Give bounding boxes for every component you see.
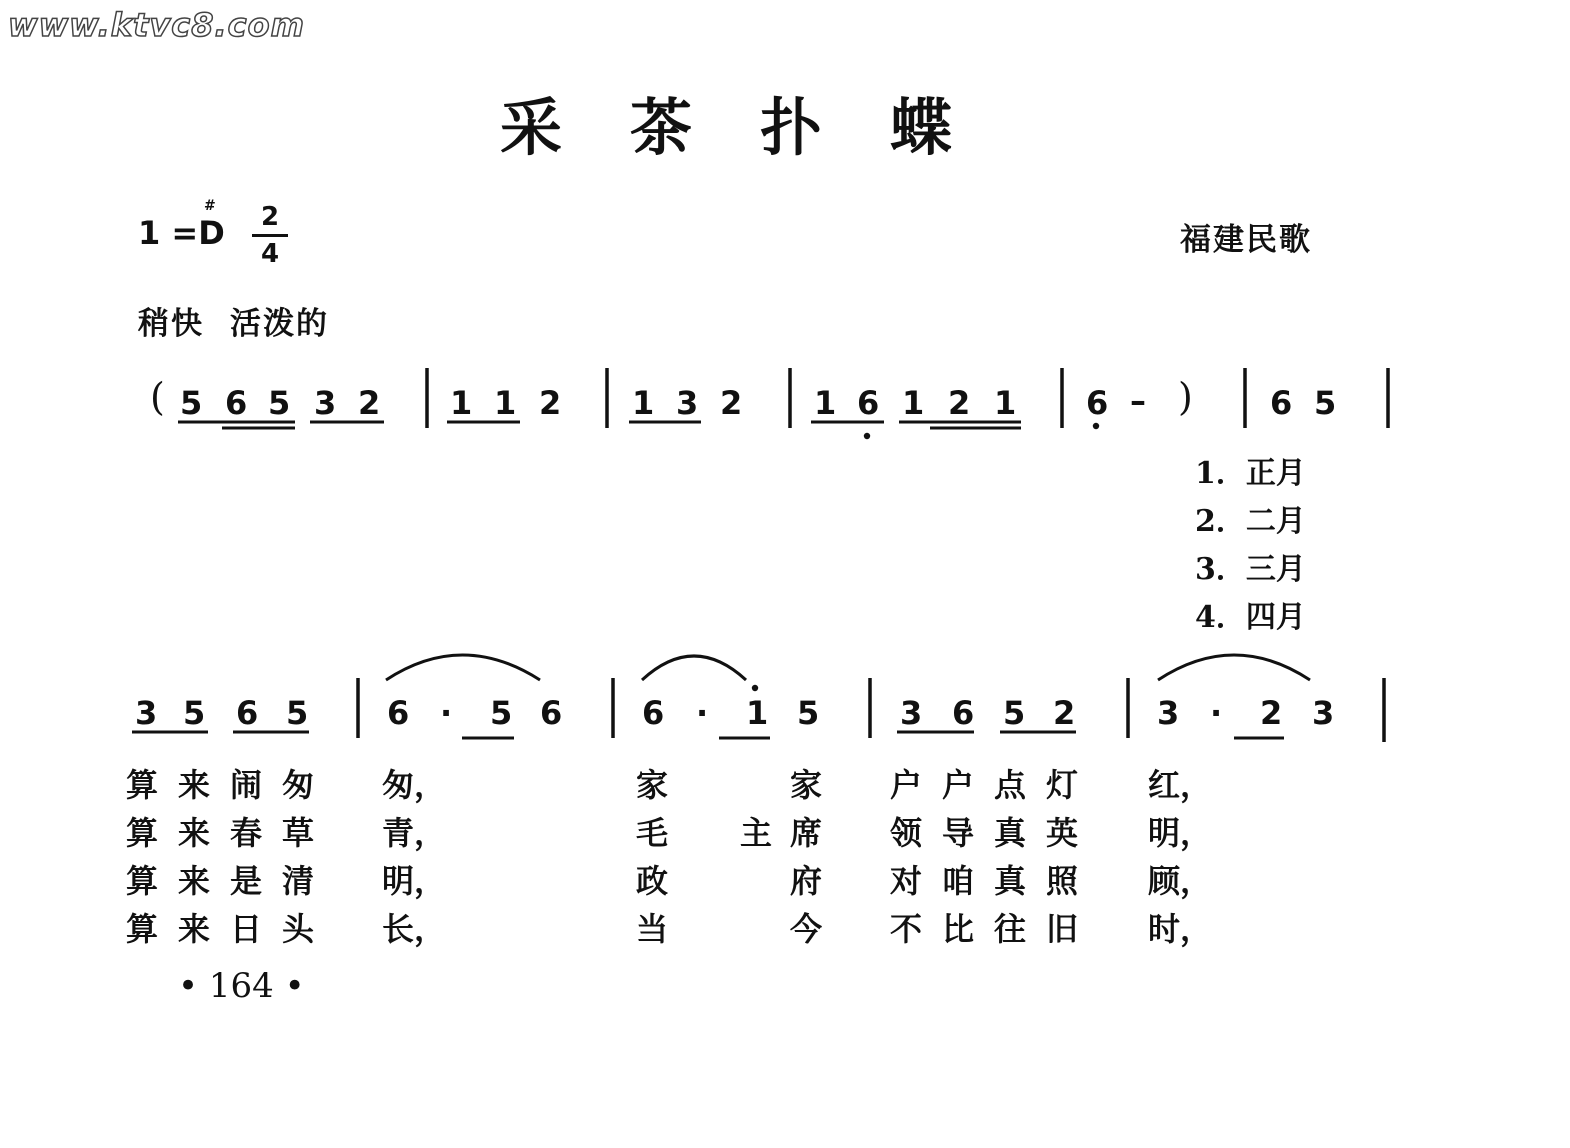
note: 3 bbox=[135, 694, 158, 732]
lyric-char: 头 bbox=[282, 910, 315, 948]
note: 1 bbox=[632, 384, 655, 422]
note: 6 bbox=[387, 694, 410, 732]
verse-start-words: 三月 bbox=[1245, 552, 1306, 587]
measure-3 bbox=[629, 384, 742, 422]
note: 6 bbox=[642, 694, 665, 732]
lyric-char: 往 bbox=[994, 910, 1027, 948]
tempo-mood: 活泼的 bbox=[230, 306, 329, 342]
note: 3 bbox=[1157, 694, 1180, 732]
low-octave-dot bbox=[864, 433, 870, 439]
lyric-char: 点 bbox=[994, 766, 1027, 804]
measure-5 bbox=[1157, 655, 1334, 738]
note: 5 bbox=[183, 694, 206, 732]
note: 6 bbox=[236, 694, 259, 732]
lyric-char: 灯 bbox=[1046, 766, 1079, 804]
lyric-char: 领 bbox=[890, 814, 923, 852]
note: 1 bbox=[902, 384, 925, 422]
lyric-char: 是 bbox=[230, 862, 263, 900]
note: 1 bbox=[494, 384, 517, 422]
lyric-char: 算 bbox=[126, 814, 159, 852]
note: 5 bbox=[180, 384, 203, 422]
verse-number: 4． bbox=[1195, 600, 1246, 635]
note: 2 bbox=[539, 384, 562, 422]
lyric-char: 政 bbox=[636, 862, 669, 900]
measure-1 bbox=[178, 384, 384, 428]
lyric-char: 匆， bbox=[382, 766, 447, 804]
lyric-char: 青， bbox=[382, 814, 447, 852]
score-line-2 bbox=[132, 655, 1384, 742]
note: 6 bbox=[225, 384, 248, 422]
note: 6 bbox=[1086, 384, 1109, 422]
verse-start-2 bbox=[1195, 496, 1306, 540]
verse-number: 2． bbox=[1195, 504, 1246, 539]
lyric-char: 当 bbox=[636, 910, 669, 948]
lyric-char: 对 bbox=[890, 862, 923, 900]
lyric-char: 家 bbox=[636, 766, 669, 804]
note: 5 bbox=[490, 694, 513, 732]
dash: – bbox=[1130, 382, 1146, 420]
note: 6 bbox=[857, 384, 880, 422]
time-denominator: 4 bbox=[252, 234, 288, 267]
lyric-char: 日 bbox=[230, 910, 263, 948]
note: 6 bbox=[1270, 384, 1293, 422]
note: 1 bbox=[994, 384, 1017, 422]
lyric-char: 春 bbox=[230, 814, 263, 852]
measure-6 bbox=[1270, 384, 1336, 422]
measure-2 bbox=[447, 384, 561, 422]
note: 1 bbox=[450, 384, 473, 422]
lyric-char: 导 bbox=[942, 814, 975, 852]
lyric-char: 席 bbox=[790, 814, 823, 852]
lyric-char: 照 bbox=[1046, 862, 1079, 900]
note: 3 bbox=[314, 384, 337, 422]
note: 1 bbox=[814, 384, 837, 422]
high-octave-dot bbox=[752, 685, 758, 691]
slur bbox=[642, 656, 746, 680]
song-origin: 福建民歌 bbox=[1180, 222, 1312, 258]
page-number: • 164 • bbox=[178, 966, 305, 1006]
note: 2 bbox=[1260, 694, 1283, 732]
measure-2 bbox=[386, 655, 562, 738]
note: 5 bbox=[286, 694, 309, 732]
note: 1 bbox=[746, 694, 769, 732]
note: 5 bbox=[797, 694, 820, 732]
augmentation-dot: · bbox=[696, 694, 709, 732]
lyric-char: 主 bbox=[740, 814, 773, 852]
slur bbox=[1158, 655, 1310, 680]
key-label: 1 =D bbox=[138, 214, 225, 252]
lyric-char: 清 bbox=[282, 862, 315, 900]
note: 2 bbox=[720, 384, 743, 422]
measure-5 bbox=[1086, 375, 1193, 429]
lyric-char: 家 bbox=[790, 766, 823, 804]
lyric-char: 毛 bbox=[636, 814, 669, 852]
note: 3 bbox=[1312, 694, 1335, 732]
note: 2 bbox=[948, 384, 971, 422]
lyric-char: 来 bbox=[178, 814, 211, 852]
lyric-char: 长， bbox=[382, 910, 447, 948]
song-title: 采茶扑蝶 bbox=[500, 91, 1021, 164]
lyric-char: 真 bbox=[994, 814, 1027, 852]
lyric-char: 咱 bbox=[942, 862, 975, 900]
verse-number: 3． bbox=[1195, 552, 1246, 587]
time-numerator: 2 bbox=[260, 202, 280, 232]
slur bbox=[386, 655, 540, 680]
augmentation-dot: · bbox=[1210, 694, 1223, 732]
verse-start-words: 四月 bbox=[1245, 600, 1306, 635]
note: 5 bbox=[268, 384, 291, 422]
verse-start-1 bbox=[1195, 448, 1306, 492]
measure-4 bbox=[811, 384, 1021, 439]
lyric-char: 算 bbox=[126, 766, 159, 804]
verse-start-words: 二月 bbox=[1245, 504, 1306, 539]
lyric-char: 府 bbox=[790, 862, 823, 900]
verse-start-words: 正月 bbox=[1245, 456, 1306, 491]
lyric-char: 算 bbox=[126, 910, 159, 948]
lyric-char: 来 bbox=[178, 910, 211, 948]
note: 3 bbox=[676, 384, 699, 422]
lyric-char: 不 bbox=[890, 910, 923, 948]
low-octave-dot bbox=[1093, 423, 1099, 429]
measure-1 bbox=[132, 694, 309, 732]
lyric-char: 旧 bbox=[1046, 910, 1079, 948]
lyric-char: 明， bbox=[382, 862, 447, 900]
note: 6 bbox=[952, 694, 975, 732]
open-paren: ( bbox=[150, 375, 165, 419]
sharp-symbol: # bbox=[204, 198, 216, 214]
note: 5 bbox=[1314, 384, 1337, 422]
lyric-char: 比 bbox=[942, 910, 975, 948]
tempo-marking bbox=[138, 298, 329, 343]
verse-start-4 bbox=[1195, 592, 1306, 636]
lyric-char: 今 bbox=[790, 910, 823, 948]
watermark: www.ktvc8.com bbox=[8, 6, 305, 44]
verse-number: 1． bbox=[1195, 456, 1246, 491]
lyric-char: 顾， bbox=[1148, 862, 1213, 900]
lyric-char: 草 bbox=[282, 814, 315, 852]
measure-4 bbox=[897, 694, 1076, 732]
note: 6 bbox=[540, 694, 563, 732]
time-signature bbox=[252, 204, 288, 267]
key-signature bbox=[138, 198, 225, 252]
tempo-speed: 稍快 bbox=[138, 306, 204, 342]
lyric-char: 来 bbox=[178, 766, 211, 804]
lyric-char: 闹 bbox=[230, 766, 263, 804]
note: 3 bbox=[900, 694, 923, 732]
augmentation-dot: · bbox=[440, 694, 453, 732]
close-paren: ) bbox=[1178, 375, 1193, 419]
lyric-char: 英 bbox=[1046, 814, 1079, 852]
note: 2 bbox=[358, 384, 381, 422]
lyric-char: 明， bbox=[1148, 814, 1213, 852]
lyric-char: 匆 bbox=[282, 766, 315, 804]
lyric-char: 算 bbox=[126, 862, 159, 900]
score-line-1 bbox=[150, 368, 1388, 439]
lyric-char: 户 bbox=[942, 766, 975, 804]
verse-start-3 bbox=[1195, 544, 1306, 588]
lyric-char: 红， bbox=[1148, 766, 1213, 804]
lyric-char: 户 bbox=[890, 766, 923, 804]
note: 5 bbox=[1003, 694, 1026, 732]
note: 2 bbox=[1053, 694, 1076, 732]
lyric-char: 来 bbox=[178, 862, 211, 900]
lyric-char: 真 bbox=[994, 862, 1027, 900]
measure-3 bbox=[642, 656, 819, 738]
lyric-char: 时， bbox=[1148, 910, 1213, 948]
